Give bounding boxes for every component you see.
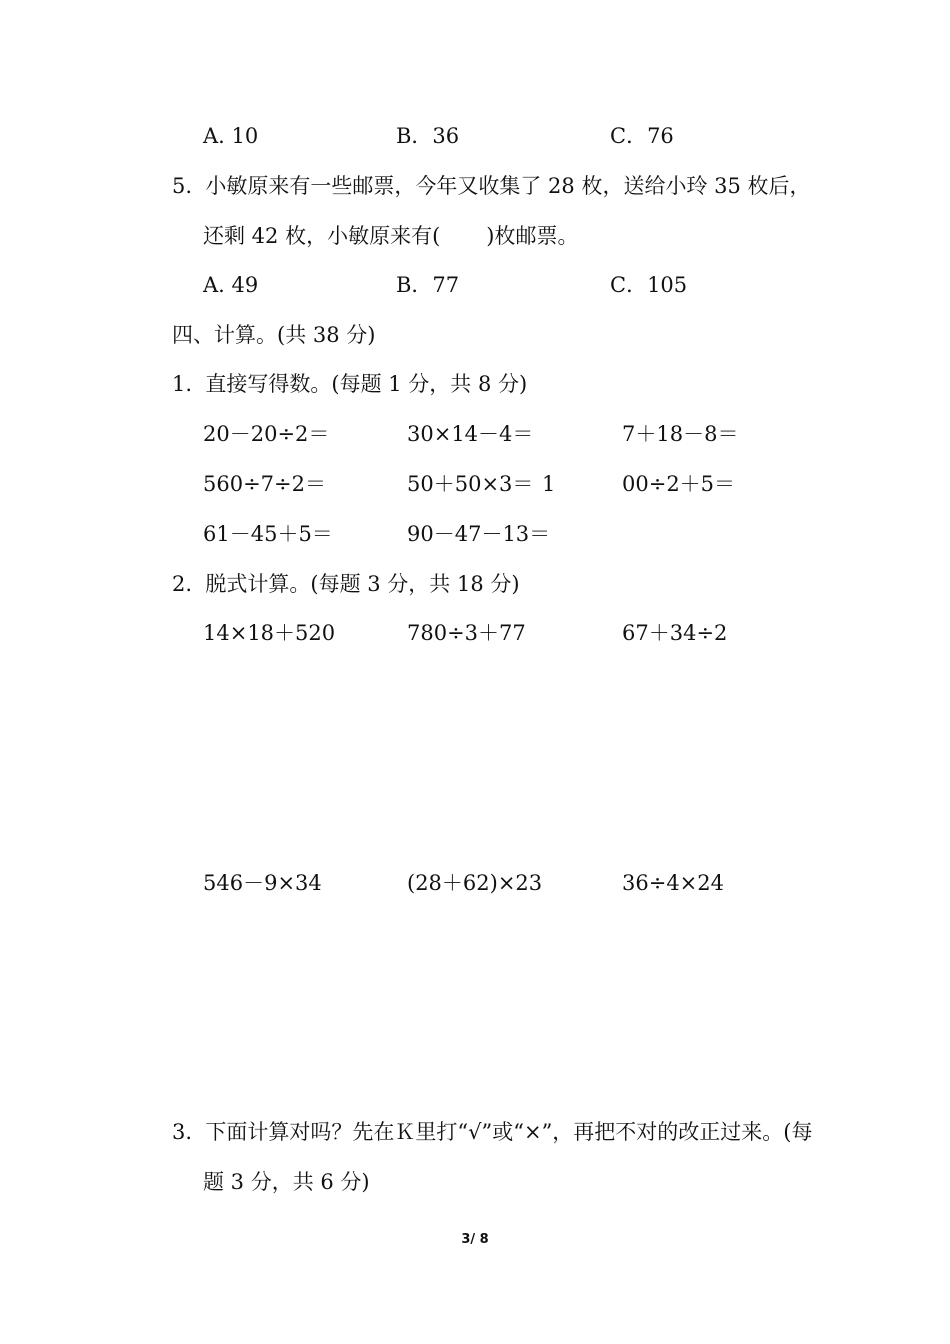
mental-math-item: 90－47－13＝ bbox=[407, 522, 551, 546]
stepwise-calc-item: (28＋62)×23 bbox=[407, 871, 543, 895]
mental-math-item: 7＋18－8＝ bbox=[622, 422, 739, 446]
stepwise-calc-item: 780÷3＋77 bbox=[407, 621, 526, 645]
q5-text-after-blank: )枚邮票。 bbox=[486, 224, 579, 248]
mental-math-item: 30×14－4＝ bbox=[407, 422, 534, 446]
stepwise-calc-item: 546－9×34 bbox=[203, 871, 322, 895]
q4-option-b: B．36 bbox=[396, 124, 460, 148]
stepwise-calc-item: 67＋34÷2 bbox=[622, 621, 728, 645]
q5-option-a: A. 49 bbox=[203, 273, 259, 297]
part3-title-line2: 题 3 分，共 6 分) bbox=[203, 1170, 370, 1194]
q5-text-line2 bbox=[203, 222, 578, 250]
section-title: 四、计算。(共 38 分) bbox=[172, 323, 376, 347]
q5-text-line1: 5. 小敏原来有一些邮票，今年又收集了 28 枚，送给小玲 35 枚后， bbox=[172, 174, 811, 198]
stray-digit: 1 bbox=[542, 472, 556, 496]
q5-text-before-blank: 还剩 42 枚，小敏原来有( bbox=[203, 224, 441, 248]
q5-option-b: B．77 bbox=[396, 273, 460, 297]
stepwise-calc-item: 14×18＋520 bbox=[203, 621, 336, 645]
part2-title: 2. 脱式计算。(每题 3 分，共 18 分) bbox=[172, 572, 520, 596]
part1-title: 1. 直接写得数。(每题 1 分，共 8 分) bbox=[172, 372, 528, 396]
mental-math-item: 61－45＋5＝ bbox=[203, 522, 333, 546]
q5-option-c: C．105 bbox=[610, 273, 688, 297]
mental-math-item: 50＋50×3＝ bbox=[407, 472, 534, 496]
q4-option-a: A. 10 bbox=[203, 124, 259, 148]
page-number: 3/ 8 bbox=[461, 1232, 489, 1247]
part3-title-line1: 3. 下面计算对吗？先在Ｋ里打“√”或“×”，再把不对的改正过来。(每 bbox=[172, 1120, 813, 1144]
mental-math-item: 20－20÷2＝ bbox=[203, 422, 330, 446]
mental-math-item: 560÷7÷2＝ bbox=[203, 472, 326, 496]
mental-math-item: 00÷2＋5＝ bbox=[622, 472, 736, 496]
q4-option-c: C．76 bbox=[610, 124, 674, 148]
stepwise-calc-item: 36÷4×24 bbox=[622, 871, 724, 895]
